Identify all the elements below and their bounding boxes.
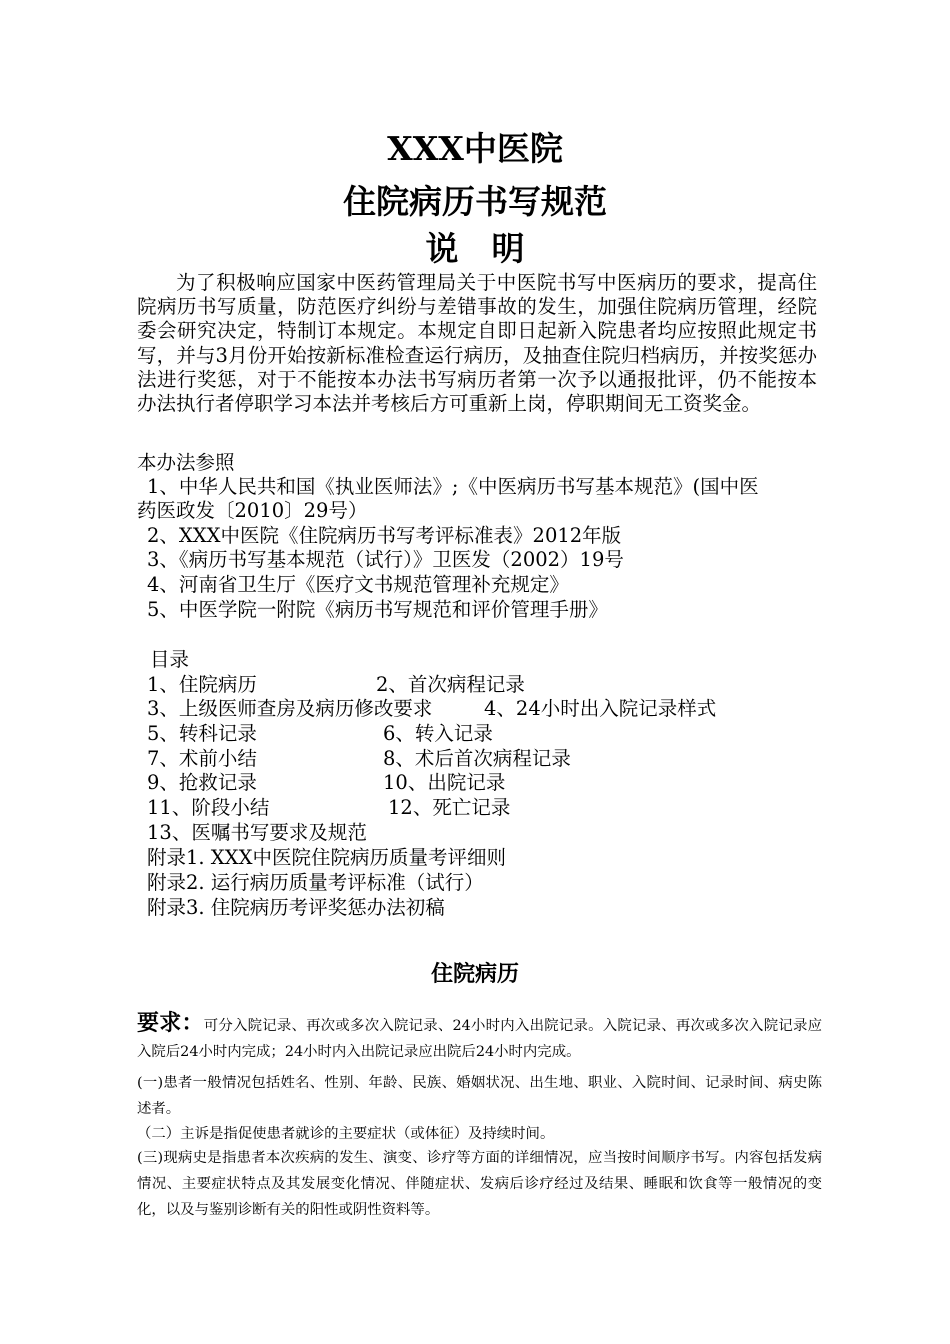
- intro-paragraph: 为了积极响应国家中医药管理局关于中医院书写中医病历的要求，提高住院病历书写质量，防范医疗纠纷与差错事故的发生，加强住院病历管理，经院委会研究决定，特制订本规定。本规定自即日起新入院患者均应按照此规定书写，并与3月份开始按新标准检查运行病历，及抽查住院归档病历，并按奖惩办法进行奖惩，对于不能按本办法书写病历者第一次予以通报批评，仍不能按本办法执行者停职学习本法并考核后方可重新上岗，停职期间无工资奖金。: [137, 271, 817, 416]
- toc-item: 7、术前小结: [147, 747, 257, 770]
- toc-item: 10、出院记录: [383, 771, 506, 794]
- reference-item: 3、《病历书写基本规范（试行）》卫医发（2002）19号: [147, 548, 624, 571]
- toc-item: 3、上级医师查房及病历修改要求: [147, 697, 433, 720]
- toc-item: 1、住院病历: [147, 673, 257, 696]
- reference-item: 5、中医学院一附院《病历书写规范和评价管理手册》: [147, 598, 608, 621]
- toc-item: 2、首次病程记录: [376, 673, 525, 696]
- toc-item: 13、医嘱书写要求及规范: [147, 821, 367, 844]
- section-item: （二）主诉是指促使患者就诊的主要症状（或体征）及持续时间。: [137, 1126, 555, 1142]
- toc-item: 11、阶段小结: [147, 796, 270, 819]
- requirements-label: 要求：: [137, 1010, 204, 1036]
- toc-heading: 目录: [150, 648, 190, 671]
- reference-item: 1、中华人民共和国《执业医师法》;《中医病历书写基本规范》(国中医: [147, 475, 759, 498]
- toc-item: 9、抢救记录: [147, 771, 257, 794]
- toc-item: 5、转科记录: [147, 722, 257, 745]
- appendix-item: 附录2. 运行病历质量考评标准（试行）: [147, 871, 484, 894]
- section-item: (一)患者一般情况包括姓名、性别、年龄、民族、婚姻状况、出生地、职业、入院时间、记录时间、病史陈述者。: [137, 1075, 822, 1117]
- reference-item: 4、河南省卫生厅《医疗文书规范管理补充规定》: [147, 573, 569, 596]
- toc-item: 8、术后首次病程记录: [383, 747, 571, 770]
- section-item: (三)现病史是指患者本次疾病的发生、演变、诊疗等方面的详细情况，应当按时间顺序书写。内容包括发病情况、主要症状特点及其发展变化情况、伴随症状、发病后诊疗经过及结果、睡眠和饮食等一般情况的变化，以及与鉴别诊断有关的阳性或阴性资料等。: [137, 1150, 822, 1218]
- appendix-item: 附录1. XXX中医院住院病历质量考评细则: [147, 846, 506, 869]
- toc-item: 6、转入记录: [383, 722, 493, 745]
- toc-item: 4、24小时出入院记录样式: [484, 697, 717, 720]
- requirements-text: 可分入院记录、再次或多次入院记录、24小时内入出院记录。入院记录、再次或多次入院记录应入院后24小时内完成；24小时内入出院记录应出院后24小时内完成。: [137, 1018, 822, 1060]
- reference-item: 2、XXX中医院《住院病历书写考评标准表》2012年版: [147, 524, 622, 547]
- explanation-heading: 说 明: [425, 229, 525, 268]
- requirements-block: [137, 1010, 822, 1065]
- section-title: 住院病历: [430, 961, 519, 987]
- appendix-item: 附录3. 住院病历考评奖惩办法初稿: [147, 896, 445, 919]
- hospital-title: XXX中医院: [387, 129, 563, 168]
- references-heading: 本办法参照: [137, 451, 235, 474]
- toc-item: 12、死亡记录: [388, 796, 511, 819]
- document-title: 住院病历书写规范: [343, 182, 607, 221]
- reference-item: 药医政发〔2010〕29号）: [137, 499, 368, 522]
